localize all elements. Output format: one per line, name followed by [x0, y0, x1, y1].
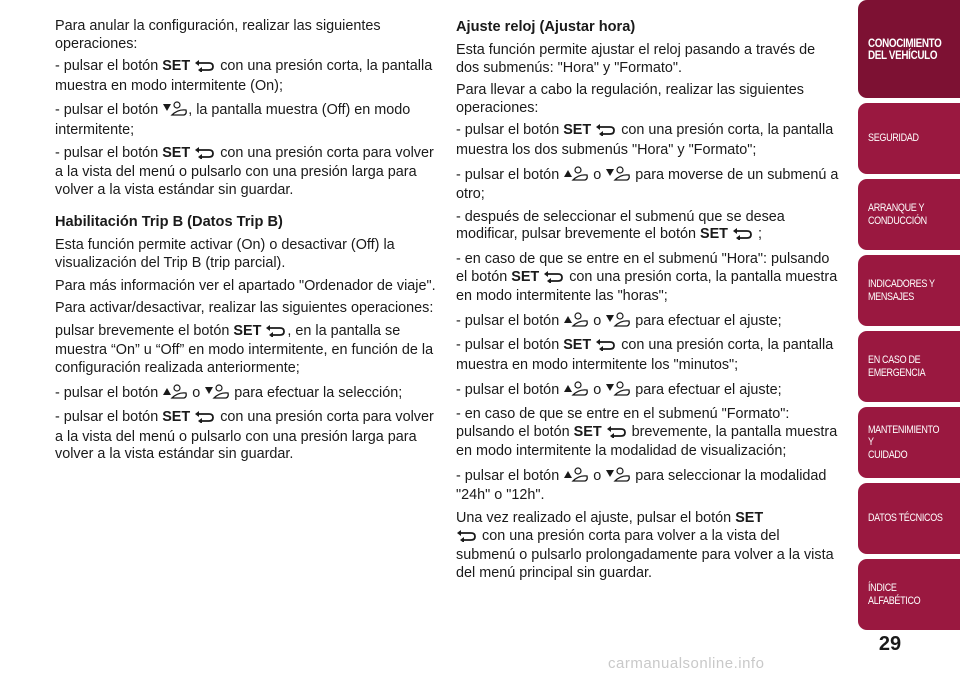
set-button-icon [194, 59, 216, 78]
set-label: SET [162, 409, 191, 426]
paragraph: - pulsar el botón , la pantalla muestra (Off) en modo intermitente; [55, 102, 411, 138]
set-label: SET [162, 58, 191, 75]
set-label: SET [511, 268, 540, 285]
paragraph: - pulsar el botón o para efectuar el ajuste; [456, 311, 842, 333]
paragraph: - en caso de que se entre en el submenú "Hora": pulsando el botón SET con una presión corta, la pantalla muestra en modo intermitente las "horas"; [456, 250, 838, 305]
paragraph: Esta función permite activar (On) o desactivar (Off) la visualización del Trip B (trip parcial). [55, 237, 395, 271]
arrow-down-button-icon [605, 165, 631, 187]
arrow-down-button-icon [605, 311, 631, 333]
watermark: carmanualsonline.info [608, 655, 765, 672]
paragraph: - pulsar el botón o para efectuar el ajuste; [456, 380, 842, 402]
right-column [456, 18, 842, 587]
paragraph: - pulsar el botón SET con una presión corta, la pantalla muestra los dos submenús "Hora" y "Formato"; [456, 122, 834, 158]
set-label: SET [563, 122, 592, 139]
paragraph: Una vez realizado el ajuste, pulsar el botón SET con una presión corta para volver a la vista del submenú o pulsarlo prolongadamente para volver a la vista del menú principal sin guardar. [456, 510, 834, 581]
set-button-icon [595, 123, 617, 142]
arrow-up-button-icon [563, 311, 589, 333]
tab-arranque-y-conduccion[interactable]: ARRANQUE Y CONDUCCIÓN [858, 179, 960, 250]
arrow-down-button-icon [605, 466, 631, 488]
set-button-icon [194, 410, 216, 429]
paragraph: pulsar brevemente el botón SET , en la pantalla se muestra “On” u “Off” en modo intermitente, en función de la configuración realizada anteriormente; [55, 322, 434, 376]
set-label: SET [233, 322, 262, 339]
arrow-down-button-icon [204, 383, 230, 405]
set-label: SET [699, 226, 728, 243]
arrow-up-button-icon [162, 383, 188, 405]
set-label: SET [162, 144, 191, 161]
paragraph: - pulsar el botón SET con una presión corta para volver a la vista del menú o pulsarlo con una presión larga para volver a la vista estándar sin guardar. [55, 409, 434, 463]
chapter-tabs [858, 0, 960, 630]
tab-mantenimiento-y-cuidado[interactable]: MANTENIMIENTO Y CUIDADO [858, 407, 960, 478]
paragraph: - pulsar el botón o para efectuar la selección; [55, 383, 437, 405]
tab-indicadores-y-mensajes[interactable]: INDICADORES Y MENSAJES [858, 255, 960, 326]
paragraph: Para llevar a cabo la regulación, realizar las siguientes operaciones: [456, 82, 804, 116]
left-column [55, 18, 437, 469]
paragraph: - después de seleccionar el submenú que se desea modificar, pulsar brevemente el botón SET ; [456, 209, 842, 246]
arrow-down-button-icon [605, 380, 631, 402]
paragraph: - pulsar el botón SET con una presión corta para volver a la vista del menú o pulsarlo con una presión larga para volver a la vista estándar sin guardar. [55, 144, 434, 198]
set-button-icon [543, 270, 565, 289]
paragraph: Para activar/desactivar, realizar las siguientes operaciones: [55, 300, 434, 317]
tab-seguridad[interactable]: SEGURIDAD [858, 103, 960, 174]
set-label: SET [573, 423, 602, 440]
set-button-icon [595, 338, 617, 357]
set-button-icon [606, 425, 628, 444]
arrow-up-button-icon [563, 380, 589, 402]
paragraph: - pulsar el botón o para moverse de un submenú a otro; [456, 166, 839, 203]
tab-datos-tecnicos[interactable]: DATOS TÉCNICOS [858, 483, 960, 554]
set-button-icon [732, 227, 754, 246]
paragraph: - pulsar el botón SET con una presión corta, la pantalla muestra en modo intermitente los "minutos"; [456, 337, 834, 373]
paragraph: - pulsar el botón SET con una presión corta, la pantalla muestra en modo intermitente (On); [55, 58, 433, 94]
paragraph: Para anular la configuración, realizar las siguientes operaciones: [55, 18, 381, 52]
tab-indice-alfabetico[interactable]: ÍNDICE ALFABÉTICO [858, 559, 960, 630]
set-label: SET [735, 510, 764, 527]
arrow-up-button-icon [563, 466, 589, 488]
paragraph: Para más información ver el apartado "Ordenador de viaje". [55, 277, 436, 294]
tab-conocimiento-del-vehiculo[interactable]: CONOCIMIENTO DEL VEHÍCULO [858, 0, 960, 98]
paragraph: Esta función permite ajustar el reloj pasando a través de dos submenús: "Hora" y "Formato". [456, 42, 816, 76]
section-heading: Ajuste reloj (Ajustar hora) [456, 19, 636, 35]
section-heading: Habilitación Trip B (Datos Trip B) [55, 214, 283, 231]
arrow-down-button-icon [162, 100, 188, 122]
paragraph: - pulsar el botón o para seleccionar la modalidad "24h" o "12h". [456, 467, 827, 504]
paragraph: - en caso de que se entre en el submenú "Formato": pulsando el botón SET brevemente, la pantalla muestra en modo intermitente la modalidad de visualización; [456, 406, 838, 460]
set-button-icon [456, 529, 478, 548]
set-button-icon [265, 324, 287, 343]
set-label: SET [563, 337, 592, 354]
set-button-icon [194, 146, 216, 165]
tab-en-caso-de-emergencia[interactable]: EN CASO DE EMERGENCIA [858, 331, 960, 402]
page-number: 29 [878, 633, 902, 655]
arrow-up-button-icon [563, 165, 589, 187]
